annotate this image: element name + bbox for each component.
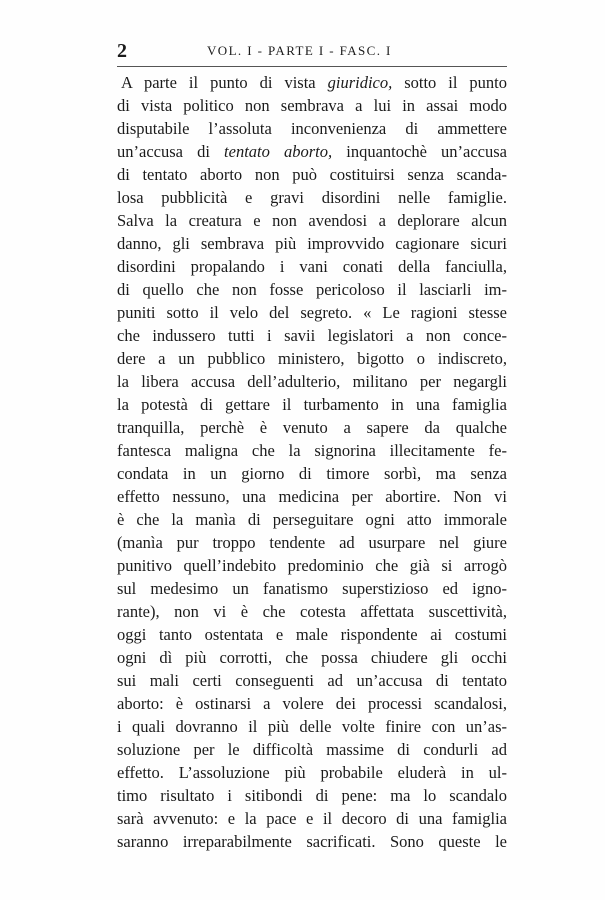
- text-line: [117, 94, 507, 117]
- text-segment: un’accusa di: [117, 142, 225, 161]
- text-segment: la libera accusa dell’adulterio, militano per negargli: [117, 372, 507, 391]
- text-line: [117, 761, 507, 784]
- text-line: [117, 508, 507, 531]
- text-line: [117, 301, 507, 324]
- text-segment: ogni dì più corrotti, che possa chiudere gli occhi: [117, 648, 507, 667]
- text-line: [117, 531, 507, 554]
- text-line: [117, 807, 507, 830]
- text-segment: tranquilla, perchè è venuto a sapere da qualche: [117, 418, 507, 437]
- text-segment: condata in un giorno di timore sorbì, ma senza: [117, 464, 507, 483]
- text-segment: disputabile l’assoluta inconvenienza di ammettere: [117, 119, 507, 138]
- text-line: [117, 784, 507, 807]
- text-segment: saranno irreparabilmente sacrificati. Sono queste le: [117, 832, 507, 851]
- text-line: [117, 600, 507, 623]
- text-line: [117, 577, 507, 600]
- text-segment: danno, gli sembrava più improvvido cagionare sicuri: [117, 234, 507, 253]
- text-line: [117, 232, 507, 255]
- text-segment: disordini propalando i vani conati della fanciulla,: [117, 257, 507, 276]
- text-line: [117, 117, 507, 140]
- text-line: [117, 692, 507, 715]
- text-line: [117, 416, 507, 439]
- header-rule: [117, 66, 507, 67]
- text-segment: A parte il punto di vista: [121, 73, 328, 92]
- text-line: [117, 439, 507, 462]
- text-segment: rante), non vi è che cotesta affettata suscettività,: [117, 602, 507, 621]
- text-line: [117, 71, 507, 94]
- text-line: [117, 738, 507, 761]
- text-segment: inquantochè un’accusa: [332, 142, 507, 161]
- text-segment: è che la manìa di perseguitare ogni atto immorale: [117, 510, 507, 529]
- text-segment: che indussero tutti i savii legislatori a non conce-: [117, 326, 507, 345]
- text-segment: dere a un pubblico ministero, bigotto o indiscreto,: [117, 349, 507, 368]
- text-line: [117, 140, 507, 163]
- italic-text: tentato aborto,: [224, 142, 333, 161]
- text-line: [117, 554, 507, 577]
- text-line: [117, 278, 507, 301]
- running-head: VOL. I - PARTE I - FASC. I: [207, 43, 392, 58]
- text-segment: la potestà di gettare il turbamento in una famiglia: [117, 395, 507, 414]
- text-segment: i quali dovranno il più delle volte finire con un’as-: [117, 717, 507, 736]
- text-line: [117, 646, 507, 669]
- body-text: [117, 71, 507, 853]
- text-segment: losa pubblicità e gravi disordini nelle famiglie.: [117, 188, 507, 207]
- text-line: [117, 623, 507, 646]
- text-segment: sui mali certi conseguenti ad un’accusa di tentato: [117, 671, 507, 690]
- text-segment: oggi tanto ostentata e male rispondente ai costumi: [117, 625, 507, 644]
- text-segment: di vista politico non sembrava a lui in assai modo: [117, 96, 507, 115]
- text-segment: (manìa pur troppo tendente ad usurpare nel giure: [117, 533, 507, 552]
- text-segment: punitivo quell’indebito predominio che già si arrogò: [117, 556, 507, 575]
- text-segment: sotto il punto: [392, 73, 508, 92]
- text-line: [117, 163, 507, 186]
- text-segment: sul medesimo un fanatismo superstizioso ed igno-: [117, 579, 507, 598]
- page-number: 2: [117, 40, 127, 62]
- page-header: [117, 38, 507, 64]
- text-segment: soluzione per le difficoltà massime di condurli ad: [117, 740, 507, 759]
- text-line: [117, 669, 507, 692]
- text-segment: sarà avvenuto: e la pace e il decoro di una famiglia: [117, 809, 507, 828]
- text-segment: effetto. L’assoluzione più probabile eluderà in ul-: [117, 763, 507, 782]
- text-line: [117, 370, 507, 393]
- text-line: [117, 485, 507, 508]
- text-line: [117, 347, 507, 370]
- text-line: [117, 324, 507, 347]
- text-line: [117, 393, 507, 416]
- text-line: [117, 830, 507, 853]
- text-line: [117, 209, 507, 232]
- text-segment: di tentato aborto non può costituirsi senza scanda-: [117, 165, 507, 184]
- text-segment: aborto: è ostinarsi a volere dei processi scandalosi,: [117, 694, 507, 713]
- text-segment: di quello che non fosse pericoloso il lasciarli im-: [117, 280, 507, 299]
- text-line: [117, 186, 507, 209]
- text-segment: timo risultato i sitibondi di pene: ma lo scandalo: [117, 786, 507, 805]
- text-segment: Salva la creatura e non avendosi a deplorare alcun: [117, 211, 507, 230]
- italic-text: giuridico,: [327, 73, 393, 92]
- text-segment: effetto nessuno, una medicina per abortire. Non vi: [117, 487, 507, 506]
- text-segment: puniti sotto il velo del segreto. « Le ragioni stesse: [117, 303, 507, 322]
- text-line: [117, 255, 507, 278]
- text-segment: fantesca maligna che la signorina illecitamente fe-: [117, 441, 507, 460]
- text-line: [117, 462, 507, 485]
- text-line: [117, 715, 507, 738]
